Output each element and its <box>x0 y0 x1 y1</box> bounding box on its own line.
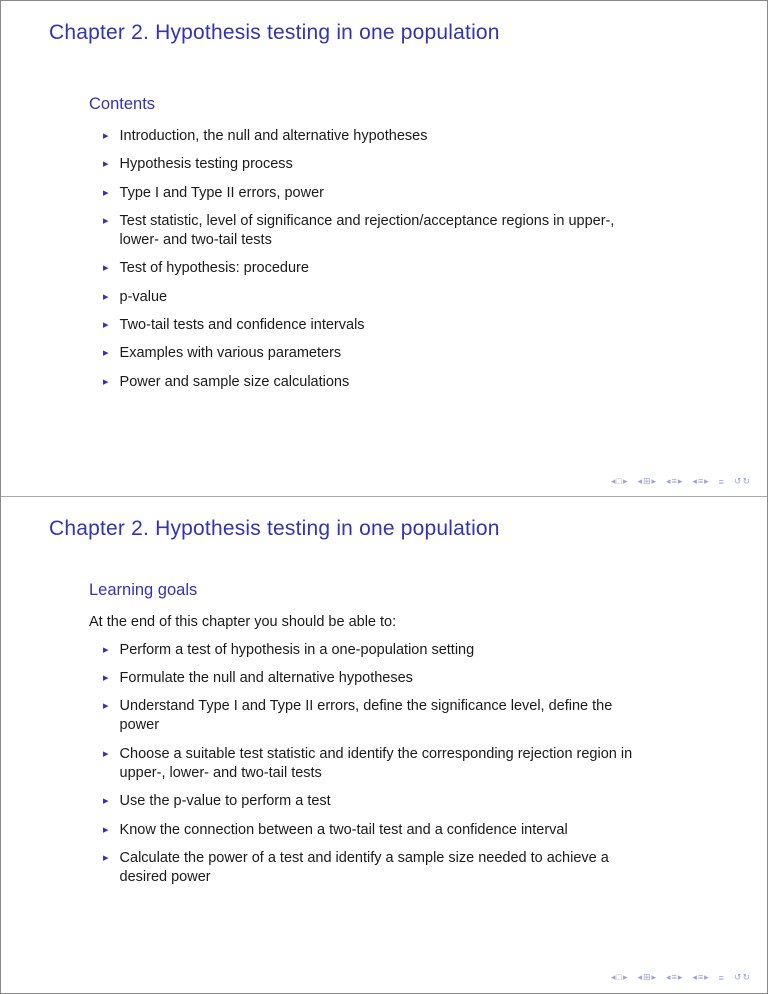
bullet-triangle-icon: ▸ <box>103 318 109 331</box>
bullet-text: Choose a suitable test statistic and identify the corresponding rejection region in upper-, lower- and two-tail tests <box>119 745 633 781</box>
nav-symbol[interactable]: ◂≡▸ <box>692 972 710 982</box>
navigation-bar <box>611 476 751 487</box>
bullet-list <box>89 127 645 392</box>
bullet-item <box>103 127 645 146</box>
nav-symbol[interactable]: ◂≡▸ <box>666 972 684 982</box>
slide-2 <box>1 497 767 992</box>
bullet-text: Introduction, the null and alternative hypotheses <box>119 128 428 144</box>
slide-body <box>89 581 645 887</box>
bullet-text: Examples with various parameters <box>119 345 342 362</box>
bullet-text: Power and sample size calculations <box>119 373 350 390</box>
slide-title: Chapter 2. Hypothesis testing in one population <box>49 21 500 44</box>
bullet-triangle-icon: ▸ <box>103 347 109 360</box>
bullet-item <box>103 288 645 307</box>
navigation-bar <box>611 972 751 983</box>
bullet-item <box>103 697 645 736</box>
nav-symbol[interactable]: ◂□▸ <box>610 476 629 486</box>
bullet-item <box>103 316 645 335</box>
bullet-text: Hypothesis testing process <box>119 156 293 173</box>
bullet-triangle-icon: ▸ <box>103 158 109 171</box>
bullet-text: Perform a test of hypothesis in a one-population setting <box>119 641 475 658</box>
bullet-item <box>103 259 645 278</box>
bullet-triangle-icon: ▸ <box>103 186 109 199</box>
bullet-triangle-icon: ▸ <box>103 375 109 388</box>
bullet-item <box>103 212 645 251</box>
bullet-item <box>103 184 645 203</box>
bullet-triangle-icon: ▸ <box>103 851 109 864</box>
section-heading: Learning goals <box>89 581 198 599</box>
bullet-item <box>103 373 645 392</box>
bullet-item <box>103 849 645 888</box>
bullet-triangle-icon: ▸ <box>103 130 109 142</box>
bullet-triangle-icon: ▸ <box>103 643 109 656</box>
bullet-list <box>89 641 645 888</box>
bullet-text: Calculate the power of a test and identify a sample size needed to achieve a desired power <box>119 849 609 886</box>
bullet-text: Test statistic, level of significance and rejection/acceptance regions in upper-, lower- and two-tail tests <box>119 212 615 249</box>
slide-body <box>89 95 645 392</box>
bullet-text: Use the p-value to perform a test <box>119 793 331 810</box>
nav-symbol[interactable]: ◂⊞▸ <box>637 476 658 486</box>
bullet-text: p-value <box>119 288 168 305</box>
bullet-item <box>103 792 645 811</box>
bullet-triangle-icon: ▸ <box>103 823 109 836</box>
nav-symbol[interactable]: ◂⊞▸ <box>637 972 658 982</box>
nav-symbol[interactable]: ↺↻ <box>733 972 751 982</box>
slide-1 <box>1 1 767 497</box>
bullet-text: Type I and Type II errors, power <box>119 184 324 201</box>
bullet-triangle-icon: ▸ <box>103 700 109 713</box>
bullet-text: Know the connection between a two-tail test and a confidence interval <box>119 821 568 838</box>
bullet-text: Formulate the null and alternative hypotheses <box>119 669 413 686</box>
section-heading: Contents <box>89 95 156 113</box>
bullet-triangle-icon: ▸ <box>103 795 109 808</box>
bullet-item <box>103 821 645 840</box>
bullet-triangle-icon: ▸ <box>103 214 109 227</box>
bullet-text: Test of hypothesis: procedure <box>119 260 309 277</box>
slide-title: Chapter 2. Hypothesis testing in one population <box>49 517 500 540</box>
intro-text: At the end of this chapter you should be able to: <box>89 614 397 630</box>
bullet-item <box>103 155 645 174</box>
bullet-item <box>103 641 645 660</box>
nav-symbol[interactable]: ↺↻ <box>733 476 751 486</box>
nav-symbol[interactable]: ◂≡▸ <box>692 476 710 486</box>
bullet-item <box>103 344 645 363</box>
bullet-item <box>103 669 645 688</box>
bullet-triangle-icon: ▸ <box>103 671 109 684</box>
nav-symbol[interactable]: ≡ <box>718 972 725 983</box>
bullet-text: Understand Type I and Type II errors, define the significance level, define the power <box>119 698 613 734</box>
bullet-triangle-icon: ▸ <box>103 262 109 275</box>
bullet-triangle-icon: ▸ <box>103 290 109 303</box>
nav-symbol[interactable]: ◂≡▸ <box>666 476 684 486</box>
nav-symbol[interactable]: ◂□▸ <box>610 972 629 982</box>
nav-symbol[interactable]: ≡ <box>718 476 725 487</box>
bullet-triangle-icon: ▸ <box>103 747 109 760</box>
bullet-item <box>103 745 645 784</box>
bullet-text: Two-tail tests and confidence intervals <box>119 316 365 333</box>
